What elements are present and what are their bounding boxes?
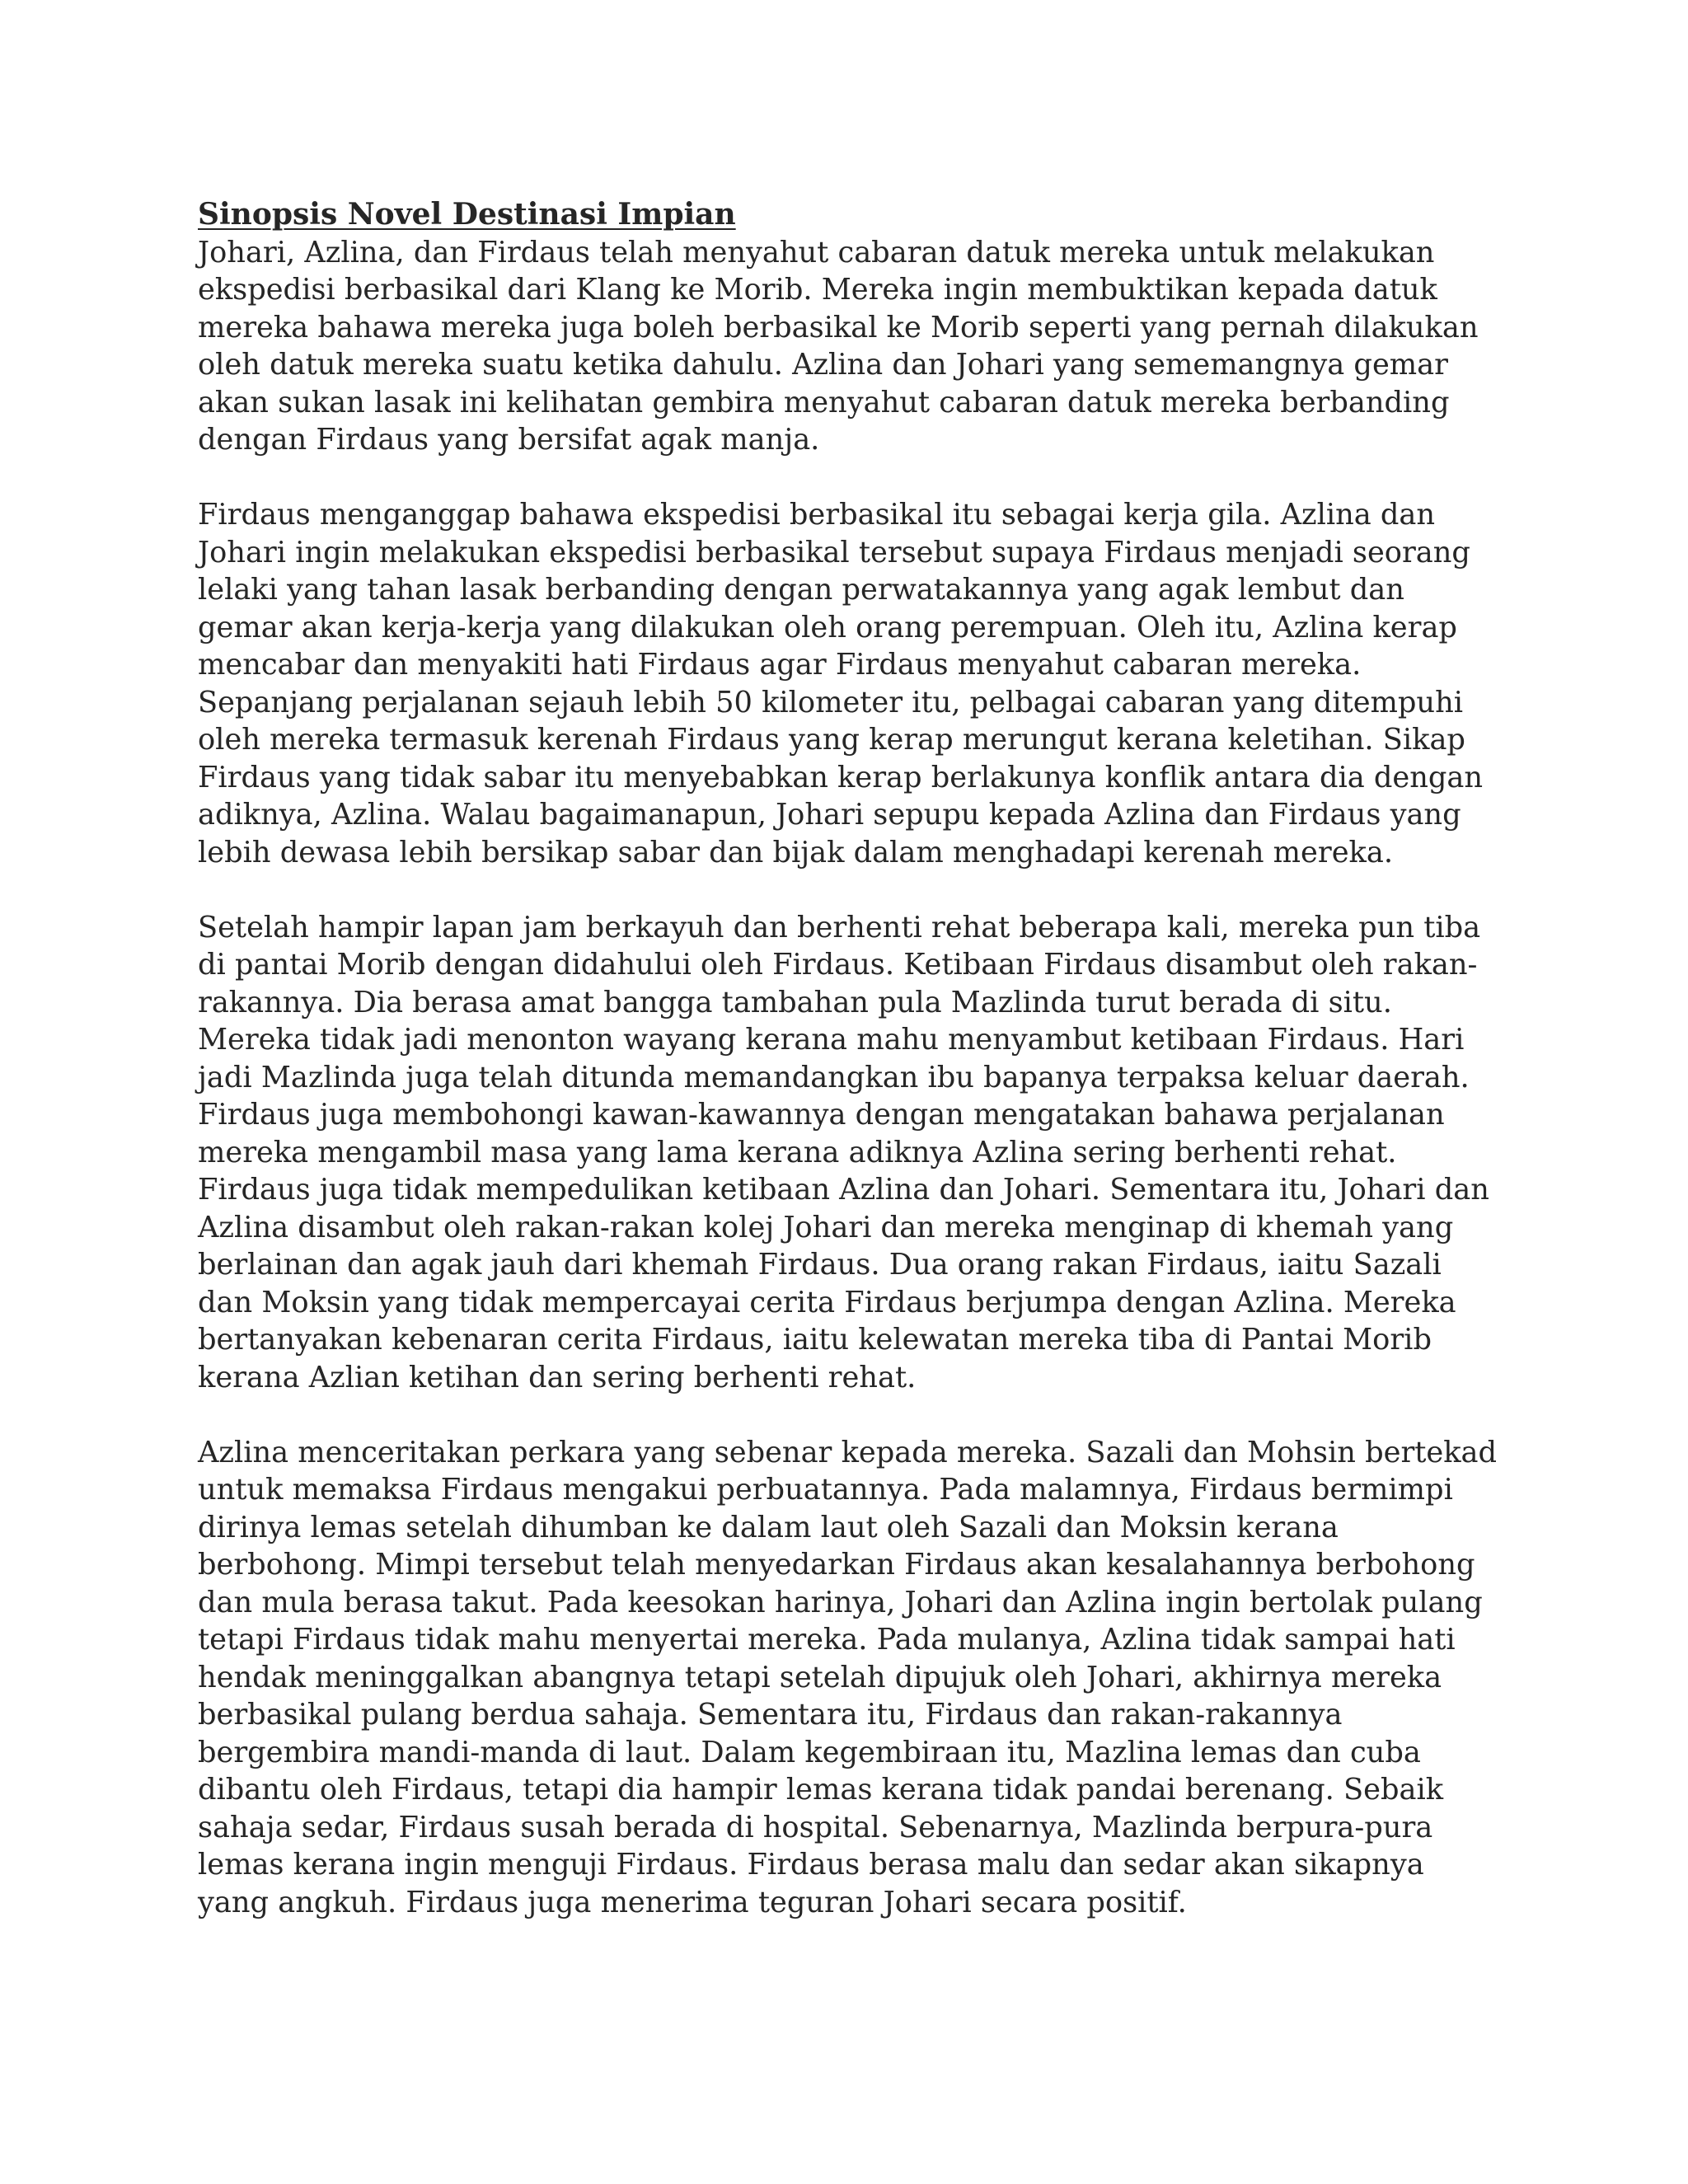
document-body: [198, 196, 1500, 1921]
document-title: Sinopsis Novel Destinasi Impian: [198, 197, 736, 232]
paragraph-4: Azlina menceritakan perkara yang sebenar kepada mereka. Sazali dan Mohsin bertekad untuk memaksa Firdaus mengakui perbuatannya. Pada malamnya, Firdaus bermimpi dirinya lemas setelah dihumban ke dalam laut oleh Sazali dan Moksin kerana berbohong. Mimpi tersebut telah menyedarkan Firdaus akan kesalahannya berbohong dan mula berasa takut. Pada keesokan harinya, Johari dan Azlina ingin bertolak pulang tetapi Firdaus tidak mahu menyertai mereka. Pada mulanya, Azlina tidak sampai hati hendak meninggalkan abangnya tetapi setelah dipujuk oleh Johari, akhirnya mereka berbasikal pulang berdua sahaja. Sementara itu, Firdaus dan rakan-rakannya bergembira mandi-manda di laut. Dalam kegembiraan itu, Mazlina lemas dan cuba dibantu oleh Firdaus, tetapi dia hampir lemas kerana tidak pandai berenang. Sebaik sahaja sedar, Firdaus susah berada di hospital. Sebenarnya, Mazlinda berpura-pura lemas kerana ingin menguji Firdaus. Firdaus berasa malu dan sedar akan sikapnya yang angkuh. Firdaus juga menerima teguran Johari secara positif.: [198, 1435, 1498, 1919]
paragraph-2: Firdaus menganggap bahawa ekspedisi berbasikal itu sebagai kerja gila. Azlina dan Johari ingin melakukan ekspedisi berbasikal tersebut supaya Firdaus menjadi seorang lelaki yang tahan lasak berbanding dengan perwatakannya yang agak lembut dan gemar akan kerja-kerja yang dilakukan oleh orang perempuan. Oleh itu, Azlina kerap mencabar dan menyakiti hati Firdaus agar Firdaus menyahut cabaran mereka. Sepanjang perjalanan sejauh lebih 50 kilometer itu, pelbagai cabaran yang ditempuhi oleh mereka termasuk kerenah Firdaus yang kerap merungut kerana keletihan. Sikap Firdaus yang tidak sabar itu menyebabkan kerap berlakunya konflik antara dia dengan adiknya, Azlina. Walau bagaimanapun, Johari sepupu kepada Azlina dan Firdaus yang lebih dewasa lebih bersikap sabar dan bijak dalam menghadapi kerenah mereka.: [198, 498, 1484, 869]
paragraph-3: Setelah hampir lapan jam berkayuh dan berhenti rehat beberapa kali, mereka pun tiba di pantai Morib dengan didahului oleh Firdaus. Ketibaan Firdaus disambut oleh rakan-rakannya. Dia berasa amat bangga tambahan pula Mazlinda turut berada di situ. Mereka tidak jadi menonton wayang kerana mahu menyambut ketibaan Firdaus. Hari jadi Mazlinda juga telah ditunda memandangkan ibu bapanya terpaksa keluar daerah. Firdaus juga membohongi kawan-kawannya dengan mengatakan bahawa perjalanan mereka mengambil masa yang lama kerana adiknya Azlina sering berhenti rehat. Firdaus juga tidak mempedulikan ketibaan Azlina dan Johari. Sementara itu, Johari dan Azlina disambut oleh rakan-rakan kolej Johari dan mereka menginap di khemah yang berlainan dan agak jauh dari khemah Firdaus. Dua orang rakan Firdaus, iaitu Sazali dan Moksin yang tidak mempercayai cerita Firdaus berjumpa dengan Azlina. Mereka bertanyakan kebenaran cerita Firdaus, iaitu kelewatan mereka tiba di Pantai Morib kerana Azlian ketihan dan sering berhenti rehat.: [198, 910, 1489, 1394]
paragraph-1: Johari, Azlina, dan Firdaus telah menyahut cabaran datuk mereka untuk melakukan ekspedisi berbasikal dari Klang ke Morib. Mereka ingin membuktikan kepada datuk mereka bahawa mereka juga boleh berbasikal ke Morib seperti yang pernah dilakukan oleh datuk mereka suatu ketika dahulu. Azlina dan Johari yang sememangnya gemar akan sukan lasak ini kelihatan gembira menyahut cabaran datuk mereka berbanding dengan Firdaus yang bersifat agak manja.: [198, 235, 1479, 457]
